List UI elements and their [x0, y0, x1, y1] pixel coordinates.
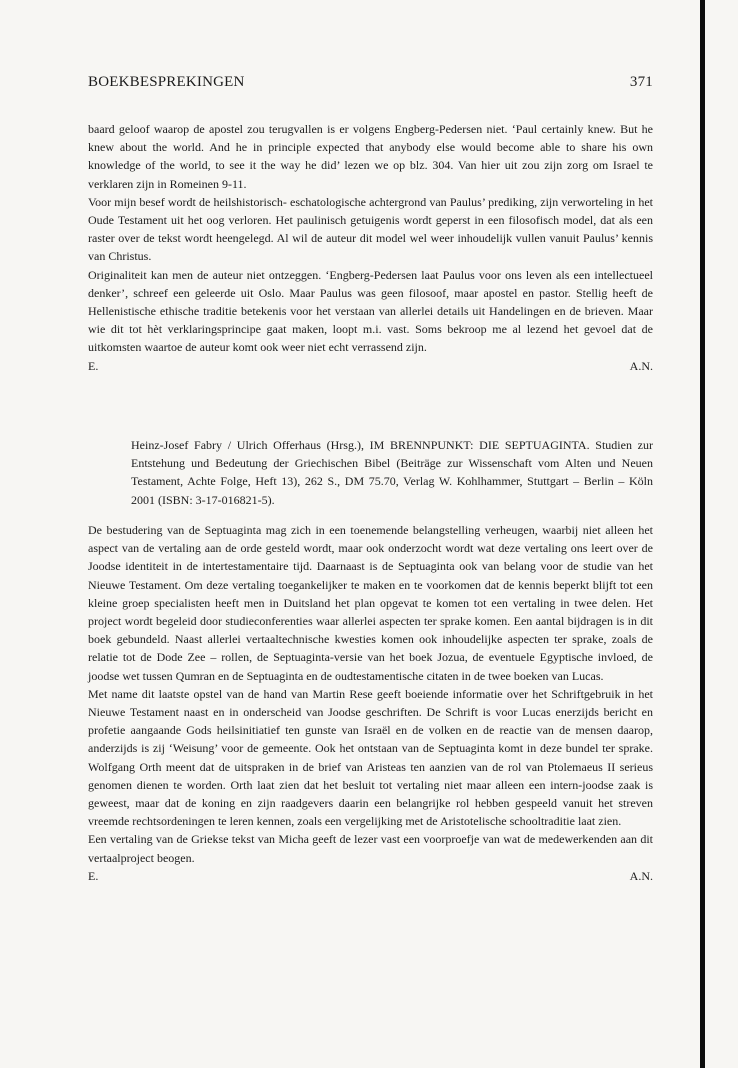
page-number: 371 — [629, 74, 653, 90]
section-title: BOEKBESPREKINGEN — [88, 74, 245, 90]
paragraph: Voor mijn besef wordt de heilshistorisch- eschatologische achtergrond van Paulus’ prediking, zijn verworteling in het Oude Testament uit het oog verloren. Het paulinisch getuigenis wordt geperst in een filosofisch model, dat als een raster over de tekst wordt heengelegd. Al wil de auteur dit model wel weer inhoudelijk vullen vanuit Paulus’ kennis van Christus. — [88, 194, 653, 264]
book-reference — [131, 436, 653, 509]
book-reference-text: Heinz-Josef Fabry / Ulrich Offerhaus (Hrsg.), IM BRENNPUNKT: DIE SEPTUAGINTA. Studien zur Entstehung und Bedeutung der Griechischen Bibel (Beiträge zur Wissenschaft vom Alten und Neuen Testament, Achte Folge, Heft 13), 262 S., DM 75.70, Verlag W. Kohlhammer, Stuttgart – Berlin – Köln 2001 (ISBN: 3-17-016821-5). — [131, 438, 653, 507]
signature-author: A.N. — [629, 868, 653, 883]
signature-initial: E. — [88, 868, 99, 883]
signature-initial: E. — [88, 358, 99, 373]
review-engberg-pedersen — [88, 120, 653, 375]
page-edge-shadow — [700, 0, 705, 1068]
paragraph: Met name dit laatste opstel van de hand van Martin Rese geeft boeiende informatie over het Schriftgebruik in het Nieuwe Testament naast en in onderscheid van Joodse geschriften. De Schrift is voor Lucas enerzijds bericht en profetie aangaande Gods heilsinitiatief ten gunste van Israël en de volken en de reactie van de mensen daarop, anderzijds is zij ‘Weisung’ voor de gemeente. Ook het ontstaan van de Septuaginta komt in deze bundel ter sprake. Wolfgang Orth meent dat de uitspraken in de brief van Aristeas ten aanzien van de rol van Ptolemaeus II serieus genomen dienen te worden. Orth laat zien dat het besluit tot vertaling niet maar alleen een intern-joodse zaak is geweest, maar dat de koning en zijn raadgevers daarin een belangrijke rol hebben gespeeld vanuit het streven vreemde rechtsordeningen te leren kennen, zoals een vergelijking met de Aristotelische schooltraditie laat zien. — [88, 686, 653, 829]
paragraph: baard geloof waarop de apostel zou terugvallen is er volgens Engberg-Pedersen niet. ‘Paul certainly knew. But he knew about the world. And he in principle expected that anybody else would become able to share his own knowledge of the world, to see it the way he did’ lezen we op blz. 304. Van hier uit zou zijn zorg om Israel te verklaren zijn in Romeinen 9-11. — [88, 122, 653, 191]
paragraph: Originaliteit kan men de auteur niet ontzeggen. ‘Engberg-Pedersen laat Paulus voor ons leven als een intellectueel denker’, schreef een geleerde uit Oslo. Maar Paulus was geen filosoof, maar apostel en pastor. Stellig heeft de Hellenistische ethische traditie betekenis voor het verstaan van allerlei details uit Handelingen en de brieven. Maar wie dit tot hèt verklaringsprincipe gaat maken, loopt m.i. vast. Soms bekroop me al lezend het gevoel dat de uitkomsten waartoe de auteur komt ook weer niet echt verrassend zijn. — [88, 267, 653, 355]
signature-author: A.N. — [629, 358, 653, 373]
review-signature — [88, 357, 653, 375]
paragraph: Een vertaling van de Griekse tekst van Micha geeft de lezer vast een voorproefje van wat de medewerkenden aan dit vertaalproject beogen. — [88, 832, 653, 865]
paragraph: De bestudering van de Septuaginta mag zich in een toenemende belangstelling verheugen, waarbij niet alleen het aspect van de vertaling aan de orde gesteld wordt, maar ook onderzocht wordt wat deze vertaling ons leert over de Joodse identiteit in de intertestamentaire tijd. Daarnaast is de Septuaginta ook van belang voor de studie van het Nieuwe Testament. Om deze vertaling toegankelijker te maken en te voorkomen dat de kennis beperkt blijft tot een kleine groep specialisten heeft men in Duitsland het plan opgevat te komen tot een vertaling in twee delen. Het project wordt begeleid door studieconferenties waar allerlei aspecten ter sprake komen. Een aantal bijdragen is in dit boek gebundeld. Naast allerlei vertaaltechnische kwesties komen ook inhoudelijke aspecten ter sprake, zoals de relatie tot de Dode Zee – rollen, de Septuaginta-versie van het boek Jozua, de eventuele Egyptische invloed, de joodse wet tussen Qumran en de Septuaginta en de oudtestamentische citaten in de twee boeken van Lucas. — [88, 523, 653, 683]
review-septuaginta — [88, 521, 653, 885]
running-head — [88, 74, 653, 91]
review-signature — [88, 867, 653, 885]
